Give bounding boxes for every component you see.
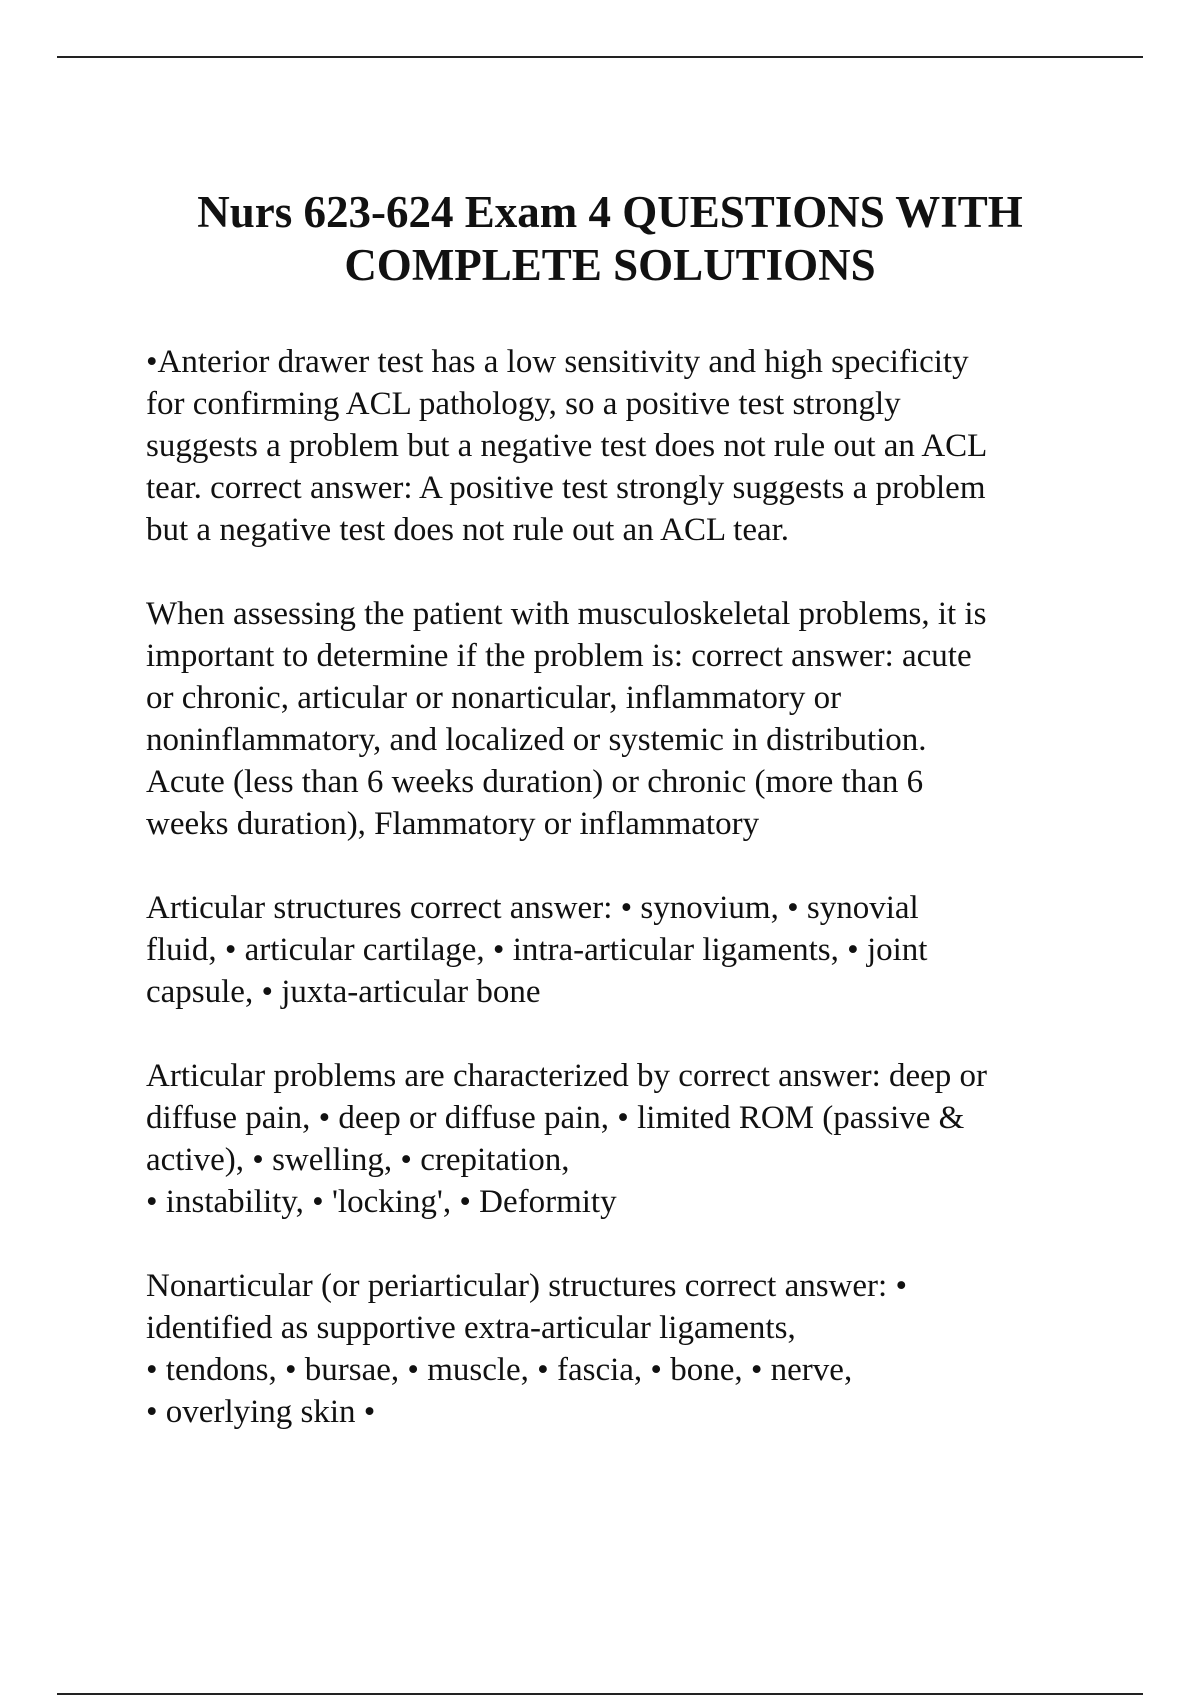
text-line: fluid, • articular cartilage, • intra-articular ligaments, • joint xyxy=(146,932,928,968)
paragraph-nonarticular-structures xyxy=(146,1265,1146,1433)
text-line: or chronic, articular or nonarticular, inflammatory or xyxy=(146,680,842,716)
text-line: diffuse pain, • deep or diffuse pain, • limited ROM (passive & xyxy=(146,1100,965,1136)
text-line: • instability, • 'locking', • Deformity xyxy=(146,1184,617,1220)
text-line: •Anterior drawer test has a low sensitivity and high specificity xyxy=(146,344,969,380)
text-line: Articular problems are characterized by correct answer: deep or xyxy=(146,1058,988,1094)
text-line: capsule, • juxta-articular bone xyxy=(146,974,541,1010)
text-line: but a negative test does not rule out an ACL tear. xyxy=(146,512,790,548)
text-line: important to determine if the problem is: correct answer: acute xyxy=(146,638,972,674)
text-line: noninflammatory, and localized or systemic in distribution. xyxy=(146,722,927,758)
text-line: • overlying skin • xyxy=(146,1394,376,1430)
paragraph-articular-structures xyxy=(146,887,1146,1013)
text-line: active), • swelling, • crepitation, xyxy=(146,1142,570,1178)
text-line: When assessing the patient with musculoskeletal problems, it is xyxy=(146,596,987,632)
document-body xyxy=(146,341,1146,1475)
text-line: Nonarticular (or periarticular) structures correct answer: • xyxy=(146,1268,908,1304)
text-line: • tendons, • bursae, • muscle, • fascia, • bone, • nerve, xyxy=(146,1352,853,1388)
paragraph-anterior-drawer xyxy=(146,341,1146,551)
title-line: COMPLETE SOLUTIONS xyxy=(344,240,876,290)
text-line: weeks duration), Flammatory or inflammatory xyxy=(146,806,760,842)
paragraph-assessment xyxy=(146,593,1146,845)
text-line: for confirming ACL pathology, so a positive test strongly xyxy=(146,386,901,422)
text-line: Acute (less than 6 weeks duration) or chronic (more than 6 xyxy=(146,764,924,800)
text-line: identified as supportive extra-articular ligaments, xyxy=(146,1310,796,1346)
text-line: tear. correct answer: A positive test strongly suggests a problem xyxy=(146,470,986,506)
page-title xyxy=(110,186,1110,292)
paragraph-articular-problems xyxy=(146,1055,1146,1223)
bottom-rule xyxy=(57,1693,1143,1695)
title-line: Nurs 623-624 Exam 4 QUESTIONS WITH xyxy=(197,187,1023,237)
text-line: Articular structures correct answer: • synovium, • synovial xyxy=(146,890,919,926)
top-rule xyxy=(57,56,1143,58)
text-line: suggests a problem but a negative test does not rule out an ACL xyxy=(146,428,988,464)
